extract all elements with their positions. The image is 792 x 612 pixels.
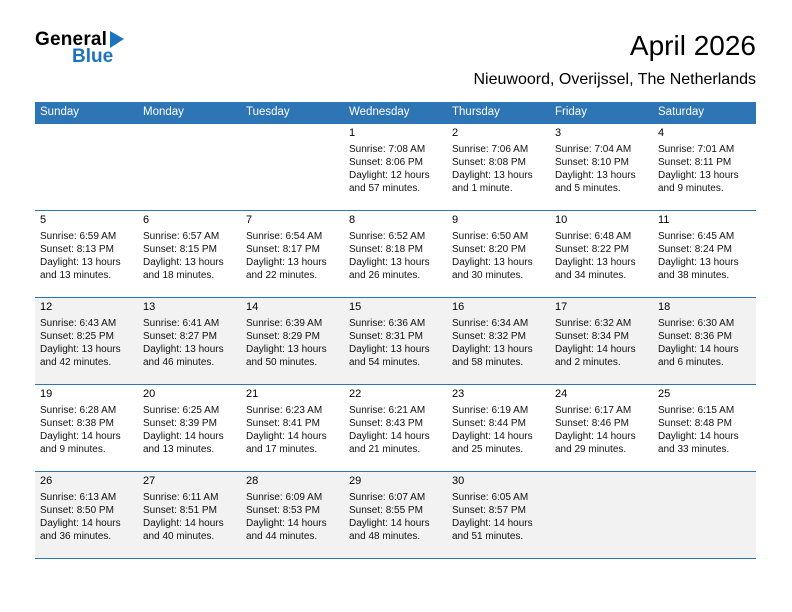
daylight-text-line2: and 46 minutes.: [143, 356, 215, 368]
day-number: 14: [246, 300, 259, 313]
sunset-text: Sunset: 8:55 PM: [349, 504, 423, 516]
calendar-body: [35, 123, 756, 558]
calendar-table: [35, 102, 756, 559]
day-number: 18: [658, 300, 671, 313]
day-cell: [550, 123, 653, 210]
daylight-text-line1: Daylight: 14 hours: [658, 343, 739, 355]
weekday-header-saturday: Saturday: [653, 102, 756, 123]
day-number: 25: [658, 387, 671, 400]
daylight-text-line1: Daylight: 14 hours: [40, 430, 121, 442]
day-cell: [550, 210, 653, 297]
location-subtitle: Nieuwoord, Overijssel, The Netherlands: [473, 71, 756, 89]
day-cell: [35, 384, 138, 471]
day-cell: [447, 297, 550, 384]
weekday-header-sunday: Sunday: [35, 102, 138, 123]
daylight-text-line2: and 9 minutes.: [658, 182, 724, 194]
daylight-text-line2: and 29 minutes.: [555, 443, 627, 455]
sunset-text: Sunset: 8:25 PM: [40, 330, 114, 342]
daylight-text-line1: Daylight: 13 hours: [452, 256, 533, 268]
day-cell: [344, 384, 447, 471]
day-cell: [35, 471, 138, 558]
sunset-text: Sunset: 8:44 PM: [452, 417, 526, 429]
daylight-text-line1: Daylight: 14 hours: [349, 430, 430, 442]
day-number: 19: [40, 387, 53, 400]
sunset-text: Sunset: 8:38 PM: [40, 417, 114, 429]
weekday-header-tuesday: Tuesday: [241, 102, 344, 123]
daylight-text-line2: and 5 minutes.: [555, 182, 621, 194]
day-number: 2: [452, 126, 459, 139]
week-row: [35, 297, 756, 384]
sunset-text: Sunset: 8:46 PM: [555, 417, 629, 429]
daylight-text-line1: Daylight: 13 hours: [40, 256, 121, 268]
daylight-text-line2: and 18 minutes.: [143, 269, 215, 281]
week-row: [35, 123, 756, 210]
sunset-text: Sunset: 8:17 PM: [246, 243, 320, 255]
daylight-text-line1: Daylight: 13 hours: [452, 169, 533, 181]
day-number: 9: [452, 213, 459, 226]
daylight-text-line2: and 22 minutes.: [246, 269, 318, 281]
day-number: 5: [40, 213, 47, 226]
sunset-text: Sunset: 8:18 PM: [349, 243, 423, 255]
daylight-text-line1: Daylight: 13 hours: [246, 256, 327, 268]
daylight-text-line1: Daylight: 14 hours: [555, 430, 636, 442]
daylight-text-line1: Daylight: 14 hours: [452, 517, 533, 529]
sunrise-text: Sunrise: 6:28 AM: [40, 404, 117, 416]
day-number: 20: [143, 387, 156, 400]
daylight-text-line1: Daylight: 14 hours: [658, 430, 739, 442]
empty-day-cell: [550, 471, 653, 558]
sunset-text: Sunset: 8:31 PM: [349, 330, 423, 342]
sunset-text: Sunset: 8:24 PM: [658, 243, 732, 255]
sunrise-text: Sunrise: 6:15 AM: [658, 404, 735, 416]
daylight-text-line1: Daylight: 13 hours: [658, 256, 739, 268]
day-cell: [344, 123, 447, 210]
week-row: [35, 210, 756, 297]
sunrise-text: Sunrise: 6:59 AM: [40, 230, 117, 242]
day-cell: [344, 471, 447, 558]
day-number: 24: [555, 387, 568, 400]
day-cell: [241, 471, 344, 558]
day-cell: [550, 297, 653, 384]
day-cell: [138, 471, 241, 558]
day-cell: [35, 210, 138, 297]
daylight-text-line1: Daylight: 13 hours: [349, 343, 430, 355]
day-cell: [653, 123, 756, 210]
day-cell: [447, 123, 550, 210]
sunset-text: Sunset: 8:27 PM: [143, 330, 217, 342]
weekday-header-wednesday: Wednesday: [344, 102, 447, 123]
daylight-text-line1: Daylight: 12 hours: [349, 169, 430, 181]
day-cell: [447, 384, 550, 471]
sunset-text: Sunset: 8:57 PM: [452, 504, 526, 516]
sunset-text: Sunset: 8:53 PM: [246, 504, 320, 516]
daylight-text-line1: Daylight: 14 hours: [40, 517, 121, 529]
day-cell: [241, 210, 344, 297]
sunset-text: Sunset: 8:50 PM: [40, 504, 114, 516]
daylight-text-line2: and 30 minutes.: [452, 269, 524, 281]
day-number: 29: [349, 474, 362, 487]
sunrise-text: Sunrise: 7:04 AM: [555, 143, 632, 155]
day-number: 12: [40, 300, 53, 313]
day-number: 15: [349, 300, 362, 313]
day-number: 22: [349, 387, 362, 400]
sunset-text: Sunset: 8:32 PM: [452, 330, 526, 342]
daylight-text-line2: and 2 minutes.: [555, 356, 621, 368]
daylight-text-line1: Daylight: 13 hours: [40, 343, 121, 355]
sunrise-text: Sunrise: 6:05 AM: [452, 491, 529, 503]
day-cell: [550, 384, 653, 471]
logo-text-blue: Blue: [72, 46, 114, 67]
logo-text-general: General: [35, 29, 108, 50]
daylight-text-line2: and 33 minutes.: [658, 443, 730, 455]
sunset-text: Sunset: 8:06 PM: [349, 156, 423, 168]
sunrise-text: Sunrise: 7:06 AM: [452, 143, 529, 155]
day-number: 3: [555, 126, 562, 139]
title-block: [474, 30, 757, 89]
day-cell: [138, 210, 241, 297]
week-row: [35, 471, 756, 558]
sunset-text: Sunset: 8:13 PM: [40, 243, 114, 255]
sunset-text: Sunset: 8:51 PM: [143, 504, 217, 516]
sunrise-text: Sunrise: 6:30 AM: [658, 317, 735, 329]
day-cell: [35, 297, 138, 384]
sunrise-text: Sunrise: 6:39 AM: [246, 317, 323, 329]
daylight-text-line1: Daylight: 14 hours: [246, 430, 327, 442]
sunrise-text: Sunrise: 6:34 AM: [452, 317, 529, 329]
daylight-text-line2: and 51 minutes.: [452, 530, 524, 542]
weekday-header-friday: Friday: [550, 102, 653, 123]
sunrise-text: Sunrise: 6:25 AM: [143, 404, 220, 416]
day-number: 11: [658, 213, 670, 226]
day-number: 6: [143, 213, 150, 226]
daylight-text-line2: and 17 minutes.: [246, 443, 318, 455]
empty-day-cell: [653, 471, 756, 558]
day-number: 23: [452, 387, 465, 400]
day-number: 13: [143, 300, 156, 313]
sunrise-text: Sunrise: 6:32 AM: [555, 317, 632, 329]
day-cell: [138, 297, 241, 384]
weekday-header-thursday: Thursday: [447, 102, 550, 123]
day-cell: [447, 471, 550, 558]
daylight-text-line2: and 1 minute.: [452, 182, 513, 194]
daylight-text-line2: and 50 minutes.: [246, 356, 318, 368]
daylight-text-line2: and 34 minutes.: [555, 269, 627, 281]
daylight-text-line2: and 13 minutes.: [40, 269, 112, 281]
day-cell: [447, 210, 550, 297]
day-cell: [653, 297, 756, 384]
sunrise-text: Sunrise: 6:54 AM: [246, 230, 323, 242]
month-title: April 2026: [629, 30, 756, 61]
sunrise-text: Sunrise: 6:13 AM: [40, 491, 117, 503]
day-number: 30: [452, 474, 465, 487]
empty-day-cell: [241, 123, 344, 210]
sunset-text: Sunset: 8:39 PM: [143, 417, 217, 429]
sunrise-text: Sunrise: 6:36 AM: [349, 317, 426, 329]
sunset-text: Sunset: 8:20 PM: [452, 243, 526, 255]
daylight-text-line2: and 36 minutes.: [40, 530, 112, 542]
sunrise-text: Sunrise: 6:17 AM: [555, 404, 632, 416]
daylight-text-line1: Daylight: 13 hours: [658, 169, 739, 181]
daylight-text-line1: Daylight: 14 hours: [246, 517, 327, 529]
daylight-text-line2: and 25 minutes.: [452, 443, 524, 455]
sunrise-text: Sunrise: 7:08 AM: [349, 143, 426, 155]
day-cell: [344, 210, 447, 297]
daylight-text-line2: and 21 minutes.: [349, 443, 421, 455]
sunset-text: Sunset: 8:11 PM: [658, 156, 732, 168]
weekday-header-monday: Monday: [138, 102, 241, 123]
sunrise-text: Sunrise: 6:57 AM: [143, 230, 220, 242]
sunrise-text: Sunrise: 6:48 AM: [555, 230, 632, 242]
sunrise-text: Sunrise: 6:07 AM: [349, 491, 426, 503]
daylight-text-line2: and 6 minutes.: [658, 356, 724, 368]
daylight-text-line2: and 26 minutes.: [349, 269, 421, 281]
day-number: 7: [246, 213, 253, 226]
day-cell: [241, 384, 344, 471]
day-number: 27: [143, 474, 156, 487]
general-blue-logo: [35, 30, 124, 66]
daylight-text-line2: and 40 minutes.: [143, 530, 215, 542]
sunset-text: Sunset: 8:15 PM: [143, 243, 217, 255]
sunrise-text: Sunrise: 6:43 AM: [40, 317, 117, 329]
day-number: 4: [658, 126, 665, 139]
daylight-text-line1: Daylight: 14 hours: [555, 343, 636, 355]
daylight-text-line1: Daylight: 13 hours: [349, 256, 430, 268]
weekday-header-row: [35, 102, 756, 123]
daylight-text-line1: Daylight: 14 hours: [143, 430, 224, 442]
sunset-text: Sunset: 8:43 PM: [349, 417, 423, 429]
daylight-text-line2: and 44 minutes.: [246, 530, 318, 542]
daylight-text-line2: and 58 minutes.: [452, 356, 524, 368]
daylight-text-line2: and 38 minutes.: [658, 269, 730, 281]
day-number: 16: [452, 300, 465, 313]
sunrise-text: Sunrise: 6:19 AM: [452, 404, 529, 416]
sunset-text: Sunset: 8:08 PM: [452, 156, 526, 168]
daylight-text-line1: Daylight: 13 hours: [452, 343, 533, 355]
day-number: 17: [555, 300, 568, 313]
page-header: [35, 30, 756, 89]
sunrise-text: Sunrise: 6:21 AM: [349, 404, 426, 416]
daylight-text-line1: Daylight: 14 hours: [143, 517, 224, 529]
day-cell: [653, 210, 756, 297]
day-cell: [344, 297, 447, 384]
day-cell: [653, 384, 756, 471]
daylight-text-line1: Daylight: 13 hours: [555, 169, 636, 181]
sunrise-text: Sunrise: 6:23 AM: [246, 404, 323, 416]
daylight-text-line1: Daylight: 13 hours: [143, 343, 224, 355]
sunrise-text: Sunrise: 6:09 AM: [246, 491, 323, 503]
sunset-text: Sunset: 8:34 PM: [555, 330, 629, 342]
sunrise-text: Sunrise: 6:52 AM: [349, 230, 426, 242]
daylight-text-line2: and 48 minutes.: [349, 530, 421, 542]
sunset-text: Sunset: 8:10 PM: [555, 156, 629, 168]
daylight-text-line2: and 42 minutes.: [40, 356, 112, 368]
daylight-text-line1: Daylight: 14 hours: [349, 517, 430, 529]
daylight-text-line1: Daylight: 13 hours: [246, 343, 327, 355]
daylight-text-line2: and 57 minutes.: [349, 182, 421, 194]
sunset-text: Sunset: 8:29 PM: [246, 330, 320, 342]
day-cell: [138, 384, 241, 471]
sunrise-text: Sunrise: 6:50 AM: [452, 230, 529, 242]
daylight-text-line2: and 54 minutes.: [349, 356, 421, 368]
sunset-text: Sunset: 8:48 PM: [658, 417, 732, 429]
daylight-text-line2: and 13 minutes.: [143, 443, 215, 455]
day-number: 28: [246, 474, 259, 487]
day-cell: [241, 297, 344, 384]
day-number: 26: [40, 474, 53, 487]
day-number: 21: [246, 387, 259, 400]
sunrise-text: Sunrise: 6:41 AM: [143, 317, 220, 329]
week-row: [35, 384, 756, 471]
day-number: 1: [349, 126, 356, 139]
sunset-text: Sunset: 8:41 PM: [246, 417, 320, 429]
daylight-text-line1: Daylight: 14 hours: [452, 430, 533, 442]
sunrise-text: Sunrise: 7:01 AM: [658, 143, 735, 155]
sunrise-text: Sunrise: 6:11 AM: [143, 491, 219, 503]
daylight-text-line1: Daylight: 13 hours: [555, 256, 636, 268]
sunset-text: Sunset: 8:36 PM: [658, 330, 732, 342]
sunrise-text: Sunrise: 6:45 AM: [658, 230, 735, 242]
empty-day-cell: [138, 123, 241, 210]
day-number: 8: [349, 213, 356, 226]
sunset-text: Sunset: 8:22 PM: [555, 243, 629, 255]
empty-day-cell: [35, 123, 138, 210]
daylight-text-line1: Daylight: 13 hours: [143, 256, 224, 268]
day-number: 10: [555, 213, 568, 226]
daylight-text-line2: and 9 minutes.: [40, 443, 106, 455]
